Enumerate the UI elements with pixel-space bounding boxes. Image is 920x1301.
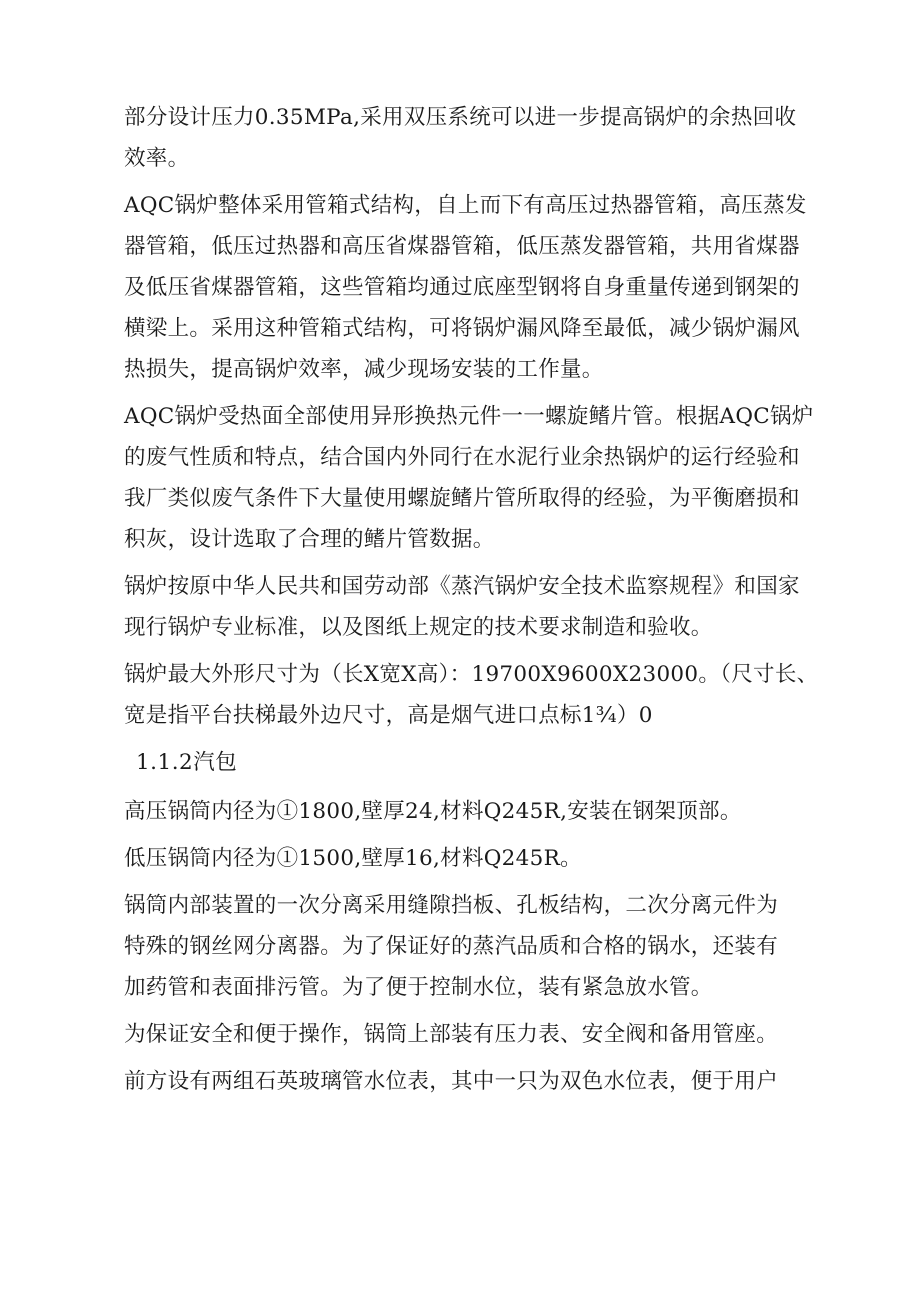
text-line: 热损失，提高锅炉效率，减少现场安装的工作量。 xyxy=(124,357,604,382)
text-line: AQC锅炉整体采用管箱式结构，自上而下有高压过热器管箱，高压蒸发 xyxy=(124,193,807,218)
text-line: AQC锅炉受热面全部使用异形换热元件一一螺旋鳍片管。根据AQC锅炉 xyxy=(124,404,814,429)
text-line: 宽是指平台扶梯最外边尺寸，高是烟气进口点标1¾）0 xyxy=(124,703,653,728)
paragraph-high-pressure-drum xyxy=(124,791,859,832)
text-line: 的废气性质和特点，结合国内外同行在水泥行业余热锅炉的运行经验和 xyxy=(124,445,800,470)
paragraph-dimensions xyxy=(124,654,859,736)
paragraph-design-pressure xyxy=(124,97,859,179)
text-line: 横梁上。采用这种管箱式结构，可将锅炉漏风降至最低，减少锅炉漏风 xyxy=(124,316,800,341)
document-body xyxy=(124,97,859,1108)
text-line: 低压锅筒内径为①1500,壁厚16,材料Q245R。 xyxy=(124,846,582,871)
paragraph-low-pressure-drum xyxy=(124,838,859,879)
paragraph-drum-internals xyxy=(124,885,859,1008)
paragraph-water-level xyxy=(124,1061,859,1102)
text-line: 现行锅炉专业标准，以及图纸上规定的技术要求制造和验收。 xyxy=(124,615,713,640)
paragraph-structure xyxy=(124,185,859,390)
text-line: 特殊的钢丝网分离器。为了保证好的蒸汽品质和合格的锅水，还装有 xyxy=(124,934,779,959)
section-heading: 1.1.2汽包 xyxy=(136,750,238,775)
text-line: 部分设计压力0.35MPa,采用双压系统可以进一步提高锅炉的余热回收 xyxy=(124,105,797,130)
paragraph-heating-surface xyxy=(124,396,859,560)
text-line: 为保证安全和便于操作，锅筒上部装有压力表、安全阀和备用管座。 xyxy=(124,1022,779,1047)
text-line: 锅炉最大外形尺寸为（长X宽X高）：19700X9600X23000。（尺寸长、 xyxy=(124,662,819,687)
text-line: 积灰，设计选取了合理的鳍片管数据。 xyxy=(124,527,495,552)
text-line: 及低压省煤器管箱，这些管箱均通过底座型钢将自身重量传递到钢架的 xyxy=(124,275,800,300)
text-line: 前方设有两组石英玻璃管水位表，其中一只为双色水位表，便于用户 xyxy=(124,1069,779,1094)
text-line: 效率。 xyxy=(124,146,190,171)
text-line: 加药管和表面排污管。为了便于控制水位，装有紧急放水管。 xyxy=(124,975,713,1000)
paragraph-standards xyxy=(124,566,859,648)
text-line: 高压锅筒内径为①1800,壁厚24,材料Q245R,安装在钢架顶部。 xyxy=(124,799,742,824)
text-line: 锅筒内部装置的一次分离采用缝隙挡板、孔板结构，二次分离元件为 xyxy=(124,893,779,918)
paragraph-safety xyxy=(124,1014,859,1055)
text-line: 器管箱，低压过热器和高压省煤器管箱，低压蒸发器管箱，共用省煤器 xyxy=(124,234,800,259)
text-line: 锅炉按原中华人民共和国劳动部《蒸汽锅炉安全技术监察规程》和国家 xyxy=(124,574,800,599)
text-line: 我厂类似废气条件下大量使用螺旋鳍片管所取得的经验，为平衡磨损和 xyxy=(124,486,800,511)
